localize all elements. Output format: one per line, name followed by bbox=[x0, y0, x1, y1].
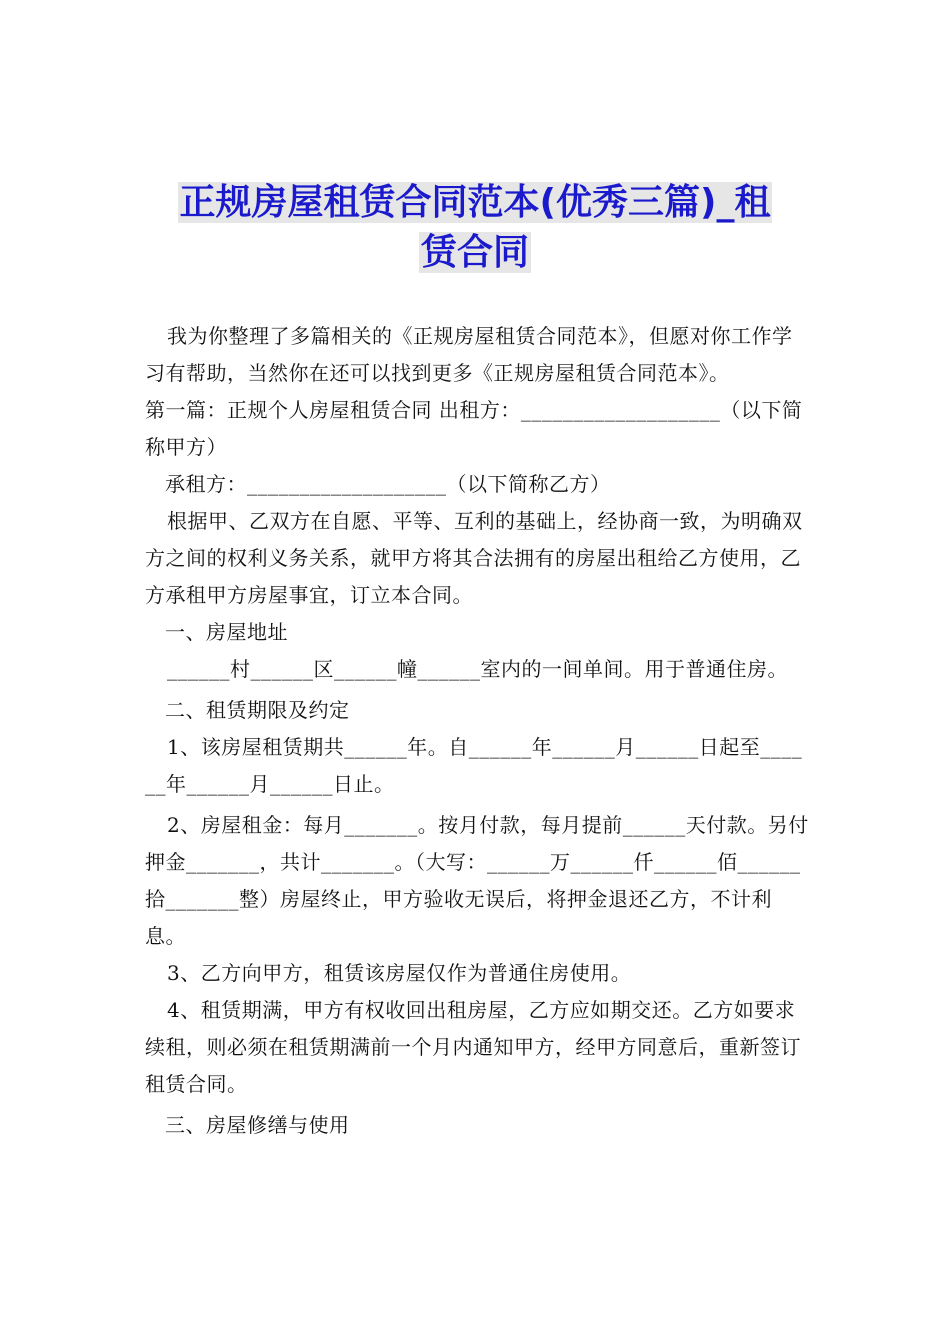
lessee-line: 承租方：___________________（以下简称乙方） bbox=[165, 472, 611, 496]
clause-3: 3、乙方向甲方，租赁该房屋仅作为普通住房使用。 bbox=[167, 961, 632, 985]
clause-1: 1、该房屋租赁期共______年。自______年______月______日起至______年______月______日止。 bbox=[145, 735, 803, 796]
intro-paragraph: 我为你整理了多篇相关的《正规房屋租赁合同范本》，但愿对你工作学习有帮助，当然你在还可以找到更多《正规房屋租赁合同范本》。 bbox=[145, 324, 793, 385]
clause-4: 4、租赁期满，甲方有权收回出租房屋，乙方应如期交还。乙方如要求续租，则必须在租赁期满前一个月内通知甲方，经甲方同意后，重新签订租赁合同。 bbox=[145, 998, 801, 1096]
preamble-paragraph: 根据甲、乙双方在自愿、平等、互利的基础上，经协商一致，为明确双方之间的权利义务关系，就甲方将其合法拥有的房屋出租给乙方使用，乙方承租甲方房屋事宜，订立本合同。 bbox=[145, 509, 803, 607]
section-heading-address: 一、房屋地址 bbox=[165, 620, 288, 644]
section-heading-term: 二、租赁期限及约定 bbox=[165, 698, 350, 722]
title-line-2: 赁合同 bbox=[420, 232, 529, 273]
document-title bbox=[120, 178, 830, 278]
address-paragraph: ______村______区______幢______室内的一间单间。用于普通住房。 bbox=[167, 657, 788, 681]
section-heading-repair: 三、房屋修缮与使用 bbox=[165, 1113, 350, 1137]
title-line-1: 正规房屋租赁合同范本(优秀三篇)_租 bbox=[179, 182, 771, 223]
document-body bbox=[145, 318, 810, 1144]
clause-2: 2、房屋租金：每月_______。按月付款，每月提前______天付款。另付押金_______，共计_______。（大写：______万______仟______佰______拾_______整）房屋终止，甲方验收无误后，将押金退还乙方，不计利息。 bbox=[145, 813, 809, 948]
first-article-heading: 第一篇：正规个人房屋租赁合同 出租方：___________________（以下简称甲方） bbox=[145, 398, 803, 459]
